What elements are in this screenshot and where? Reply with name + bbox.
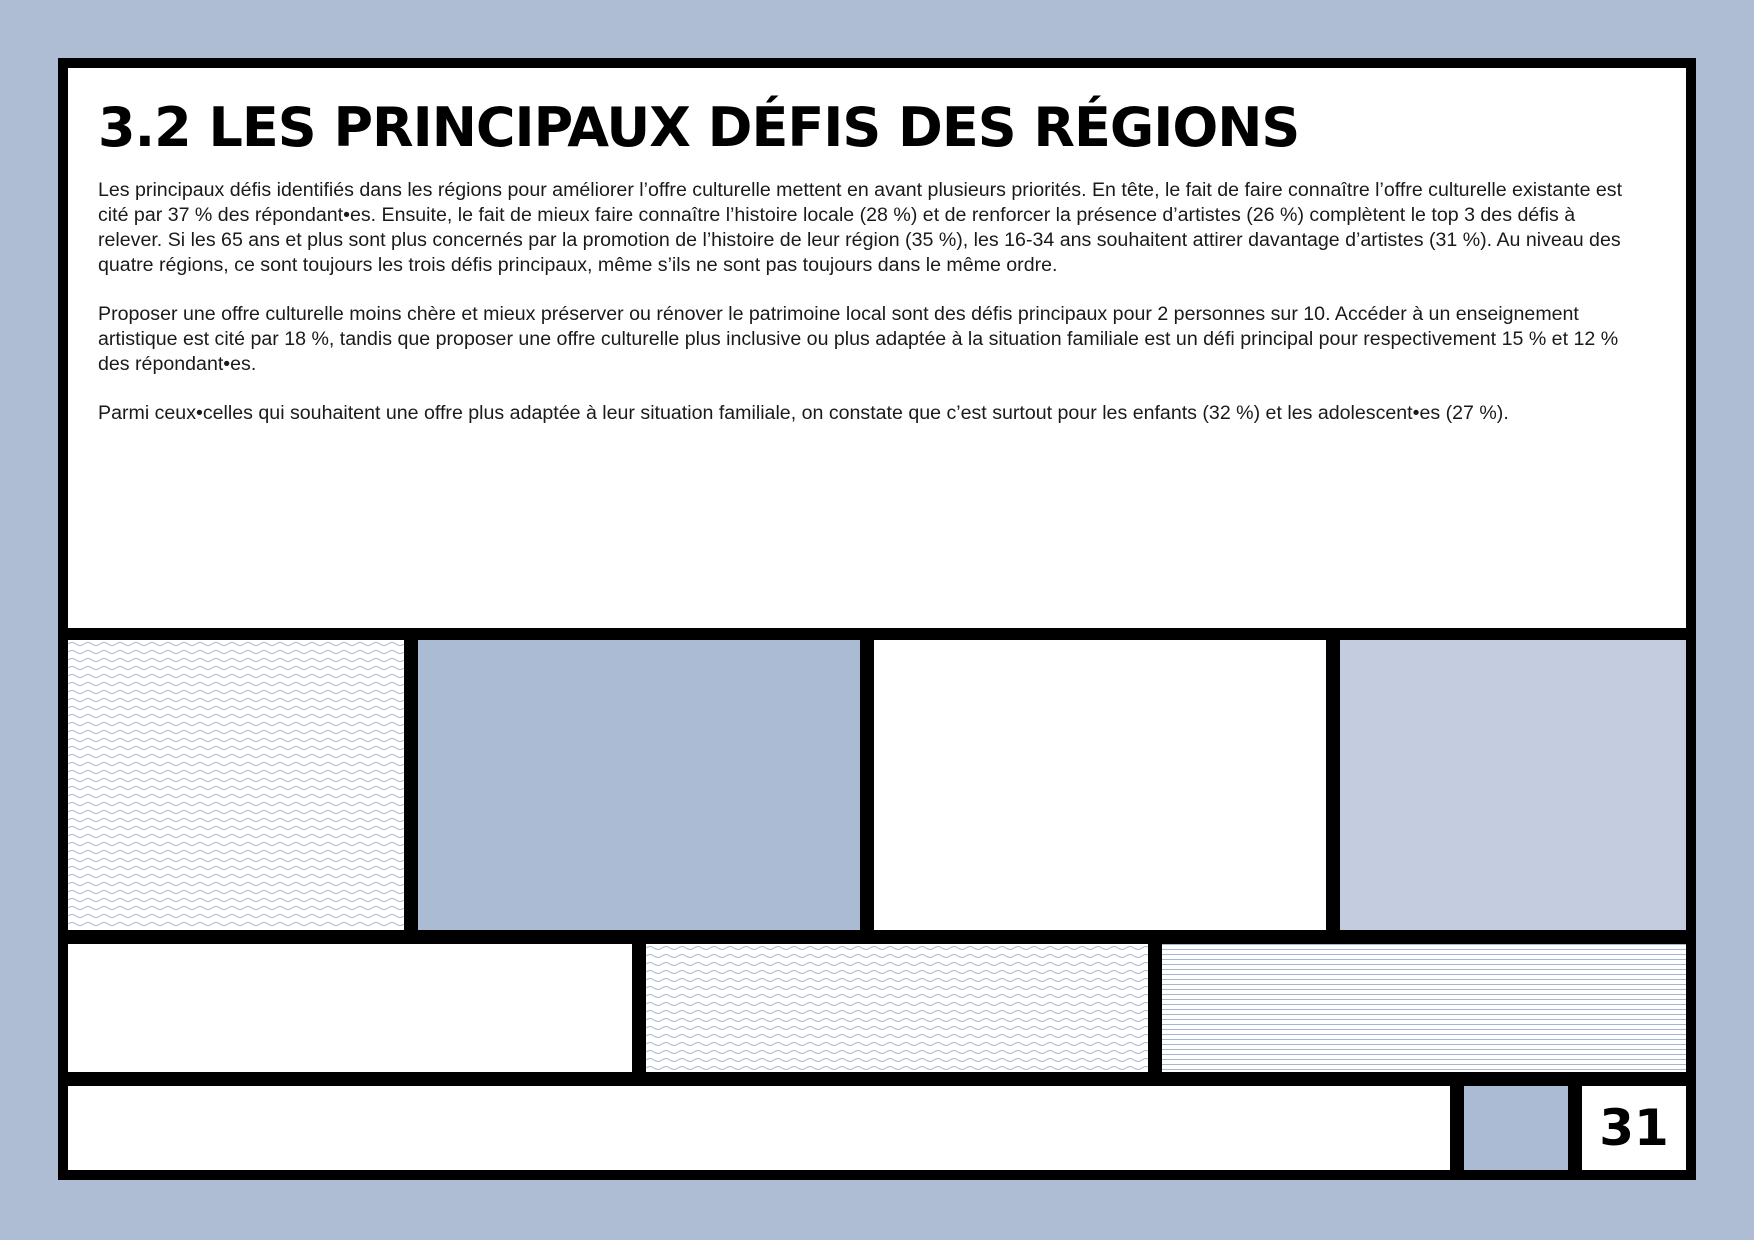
striped-block xyxy=(1162,944,1686,1072)
body-text xyxy=(98,178,1638,450)
paragraph-2: Proposer une offre culturelle moins chère et mieux préserver ou rénover le patrimoine local sont des défis principaux pour 2 personnes sur 10. Accéder à un enseignement artistique est cité par 18 %, tandis que proposer une offre culturelle plus inclusive ou plus adaptée à la situation familiale est un défi principal pour respectivement 15 % et 12 % des répondant•es. xyxy=(98,303,1619,375)
page-number-box xyxy=(1582,1086,1686,1170)
paragraph-1: Les principaux défis identifiés dans les régions pour améliorer l’offre culturelle mettent en avant plusieurs priorités. En tête, le fait de faire connaître l’offre culturelle existante est cité par 37 % des répondant•es. Ensuite, le fait de mieux faire connaître l’histoire locale (28 %) et de renforcer la présence d’artistes (26 %) complètent le top 3 des défis à relever. Si les 65 ans et plus sont plus concernés par la promotion de l’histoire de leur région (35 %), les 16-34 ans souhaitent attirer davantage d’artistes (31 %). Au niveau des quatre régions, ce sont toujours les trois défis principaux, même s’ils ne sont pas toujours dans le même ordre. xyxy=(98,179,1623,276)
paragraph-3: Parmi ceux•celles qui souhaitent une offre plus adaptée à leur situation familiale, on constate que c’est surtout pour les enfants (32 %) et les adolescent•es (27 %). xyxy=(98,402,1509,424)
white-block xyxy=(68,1086,1450,1170)
light-blue-block xyxy=(1340,640,1686,930)
white-block xyxy=(874,640,1326,930)
page-frame xyxy=(58,58,1696,1180)
blue-block xyxy=(418,640,860,930)
blue-block xyxy=(1464,1086,1568,1170)
text-panel xyxy=(68,68,1686,628)
white-block xyxy=(68,944,632,1072)
wave-pattern-block xyxy=(646,944,1148,1072)
wave-pattern-block xyxy=(68,640,404,930)
page-title: 3.2 LES PRINCIPAUX DÉFIS DES RÉGIONS xyxy=(98,96,1300,159)
page-number: 31 xyxy=(1599,1099,1669,1157)
